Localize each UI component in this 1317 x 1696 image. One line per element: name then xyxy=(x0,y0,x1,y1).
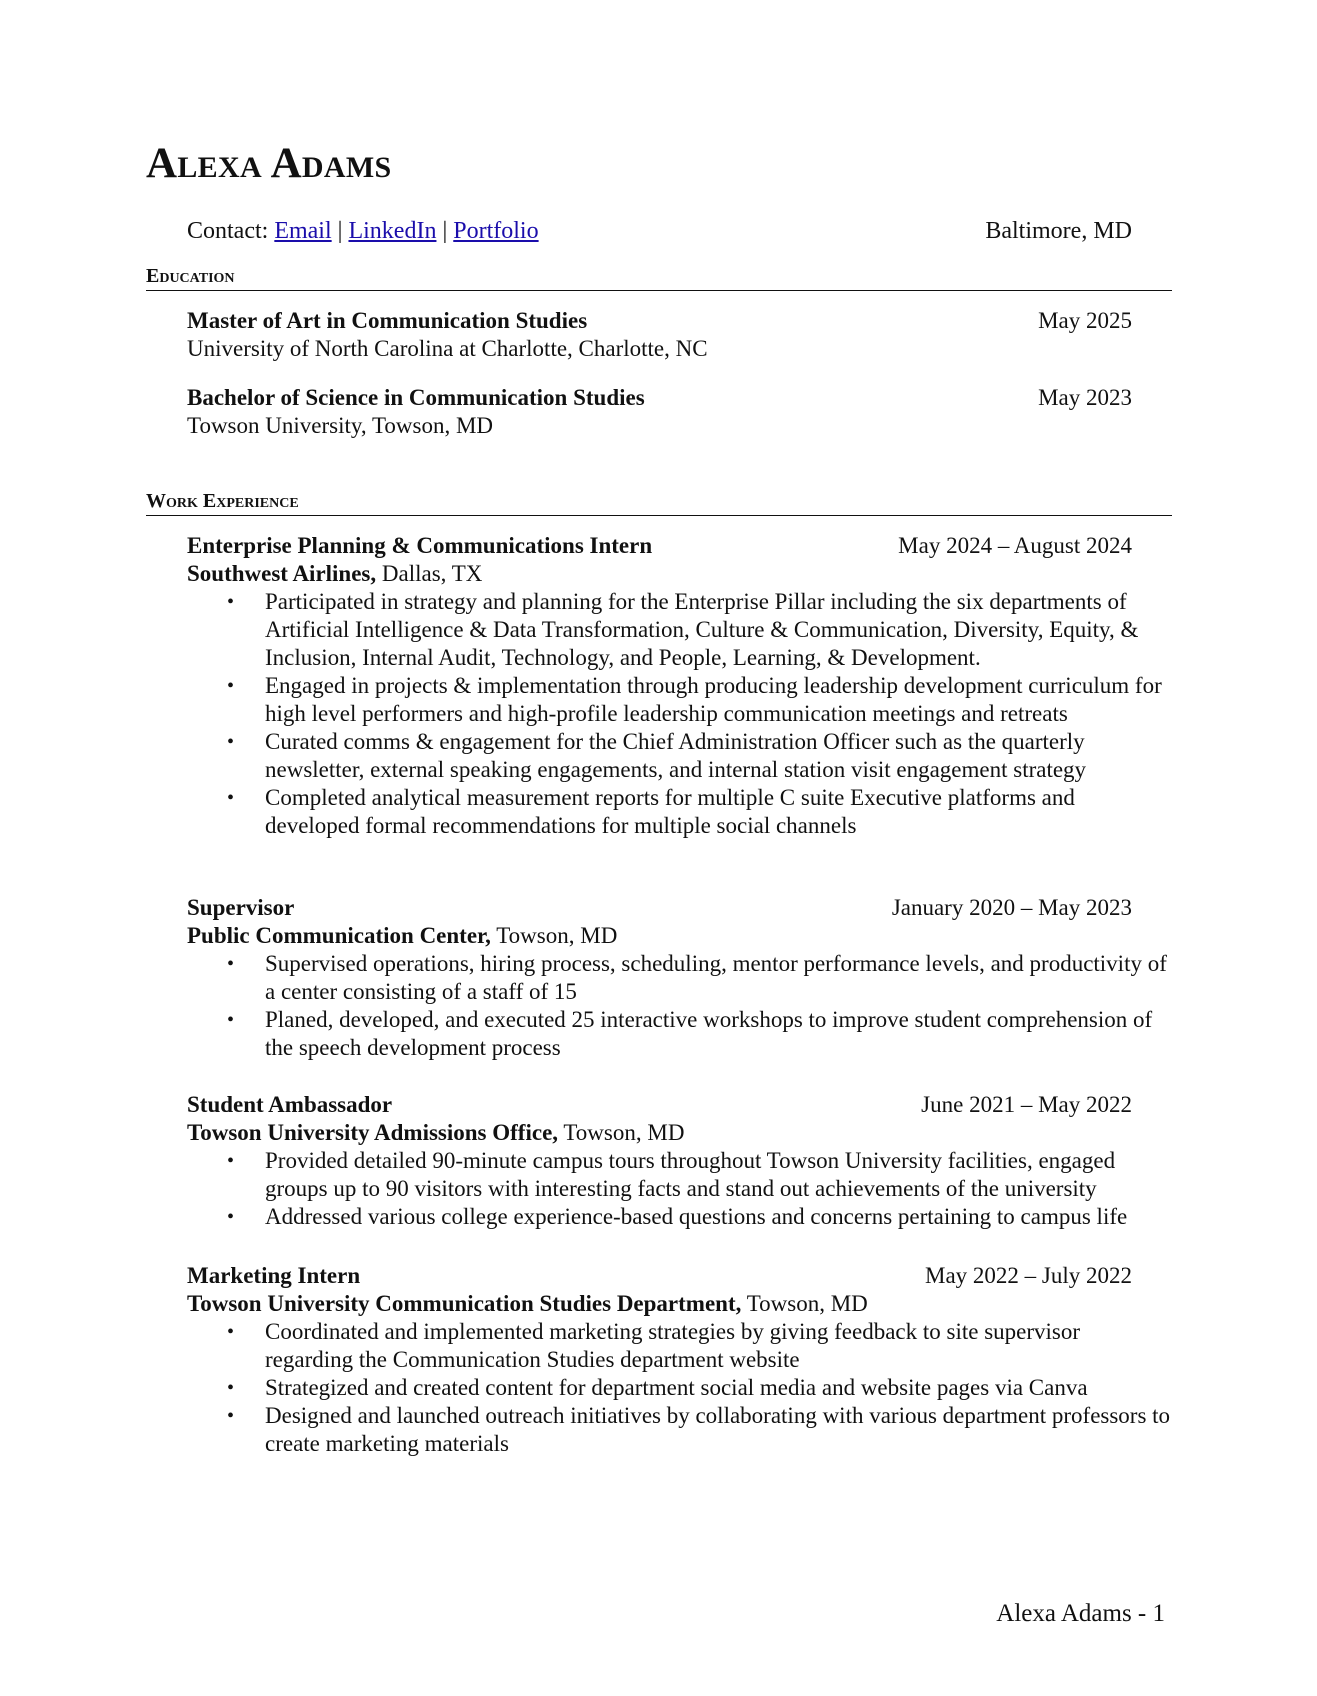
bullet-icon: • xyxy=(227,675,235,697)
degree-date: May 2025 xyxy=(1038,308,1132,333)
bullet-icon: • xyxy=(227,731,235,753)
employer-name: Towson University Admissions Office, xyxy=(187,1120,559,1145)
bullet-item: • Supervised operations, hiring process, scheduling, mentor performance levels, and productivity of a center consisting of a staff of 15 xyxy=(227,951,1167,1004)
bullet-item: • Addressed various college experience-based questions and concerns pertaining to campus life xyxy=(227,1204,1128,1229)
job-entry xyxy=(187,894,1167,1062)
link-separator: | xyxy=(442,218,448,244)
job-title: Student Ambassador xyxy=(187,1092,393,1117)
job-title: Marketing Intern xyxy=(187,1263,361,1288)
bullet-icon: • xyxy=(227,1009,235,1031)
degree-title: Bachelor of Science in Communication Studies xyxy=(187,385,645,410)
job-title: Supervisor xyxy=(187,895,295,920)
bullet-item: • Coordinated and implemented marketing strategies by giving feedback to site supervisor regarding the Communication Studies department website xyxy=(227,1319,1081,1372)
job-date: June 2021 – May 2022 xyxy=(921,1092,1132,1117)
bullet-item: • Planed, developed, and executed 25 interactive workshops to improve student comprehension of the speech development process xyxy=(227,1007,1153,1060)
job-entry xyxy=(187,1091,1132,1231)
contact-label: Contact: xyxy=(187,218,269,244)
job-bullets xyxy=(187,588,1172,840)
bullet-item: • Strategized and created content for department social media and website pages via Canva xyxy=(227,1375,1088,1400)
bullet-icon: • xyxy=(227,1321,235,1343)
job-entry xyxy=(187,532,1162,840)
job-bullets xyxy=(187,1318,1172,1458)
degree-date: May 2023 xyxy=(1038,385,1132,410)
bullet-item: • Provided detailed 90-minute campus tours throughout Towson University facilities, engaged groups up to 90 visitors with interesting facts and stand out achievements of the university xyxy=(227,1148,1116,1201)
work-experience-heading: Work Experience xyxy=(146,489,1172,516)
bullet-icon: • xyxy=(227,1206,235,1228)
job-date: May 2024 – August 2024 xyxy=(898,533,1132,558)
education-entry xyxy=(187,307,1132,363)
linkedin-link[interactable]: LinkedIn xyxy=(348,218,437,244)
employer-location: Towson, MD xyxy=(490,923,618,948)
employer-name: Southwest Airlines, xyxy=(187,561,377,586)
employer-name: Public Communication Center, xyxy=(187,923,491,948)
bullet-icon: • xyxy=(227,787,235,809)
bullet-icon: • xyxy=(227,1377,235,1399)
bullet-icon: • xyxy=(227,1405,235,1427)
employer-name: Towson University Communication Studies Department, xyxy=(187,1291,742,1316)
bullet-item: • Participated in strategy and planning for the Enterprise Pillar including the six departments of Artificial Intelligence & Data Transformation, Culture & Communication, Diversity, Equity, & Inclusion, Internal Audit, Technology, and People, Learning, & Development. xyxy=(227,589,1139,670)
school-name: Towson University, Towson, MD xyxy=(187,413,494,438)
job-bullets xyxy=(187,1147,1172,1231)
employer-location: Towson, MD xyxy=(741,1291,868,1316)
portfolio-link[interactable]: Portfolio xyxy=(453,218,539,244)
contact-links xyxy=(187,216,539,246)
page-footer: Alexa Adams - 1 xyxy=(996,1600,1165,1627)
education-entry xyxy=(187,384,1132,440)
bullet-icon: • xyxy=(227,1150,235,1172)
school-name: University of North Carolina at Charlotte, Charlotte, NC xyxy=(187,336,708,361)
bullet-item: • Curated comms & engagement for the Chief Administration Officer such as the quarterly newsletter, external speaking engagements, and internal station visit engagement strategy xyxy=(227,729,1087,782)
job-date: May 2022 – July 2022 xyxy=(925,1263,1132,1288)
job-date: January 2020 – May 2023 xyxy=(891,895,1132,920)
education-heading: Education xyxy=(146,264,1172,291)
link-separator: | xyxy=(337,218,343,244)
candidate-name: Alexa Adams xyxy=(146,140,392,187)
job-entry xyxy=(187,1262,1171,1458)
bullet-icon: • xyxy=(227,591,235,613)
contact-row xyxy=(187,216,1132,246)
job-bullets xyxy=(187,950,1172,1062)
bullet-item: • Designed and launched outreach initiatives by collaborating with various department professors to create marketing materials xyxy=(227,1403,1171,1456)
bullet-item: • Completed analytical measurement reports for multiple C suite Executive platforms and developed formal recommendations for multiple social channels xyxy=(227,785,1075,838)
bullet-item: • Engaged in projects & implementation through producing leadership development curriculum for high level performers and high-profile leadership communication meetings and retreats xyxy=(227,673,1162,726)
email-link[interactable]: Email xyxy=(274,218,332,244)
location: Baltimore, MD xyxy=(985,218,1132,244)
employer-location: Dallas, TX xyxy=(376,561,483,586)
bullet-icon: • xyxy=(227,953,235,975)
job-title: Enterprise Planning & Communications Intern xyxy=(187,533,653,558)
employer-location: Towson, MD xyxy=(558,1120,685,1145)
degree-title: Master of Art in Communication Studies xyxy=(187,308,588,333)
